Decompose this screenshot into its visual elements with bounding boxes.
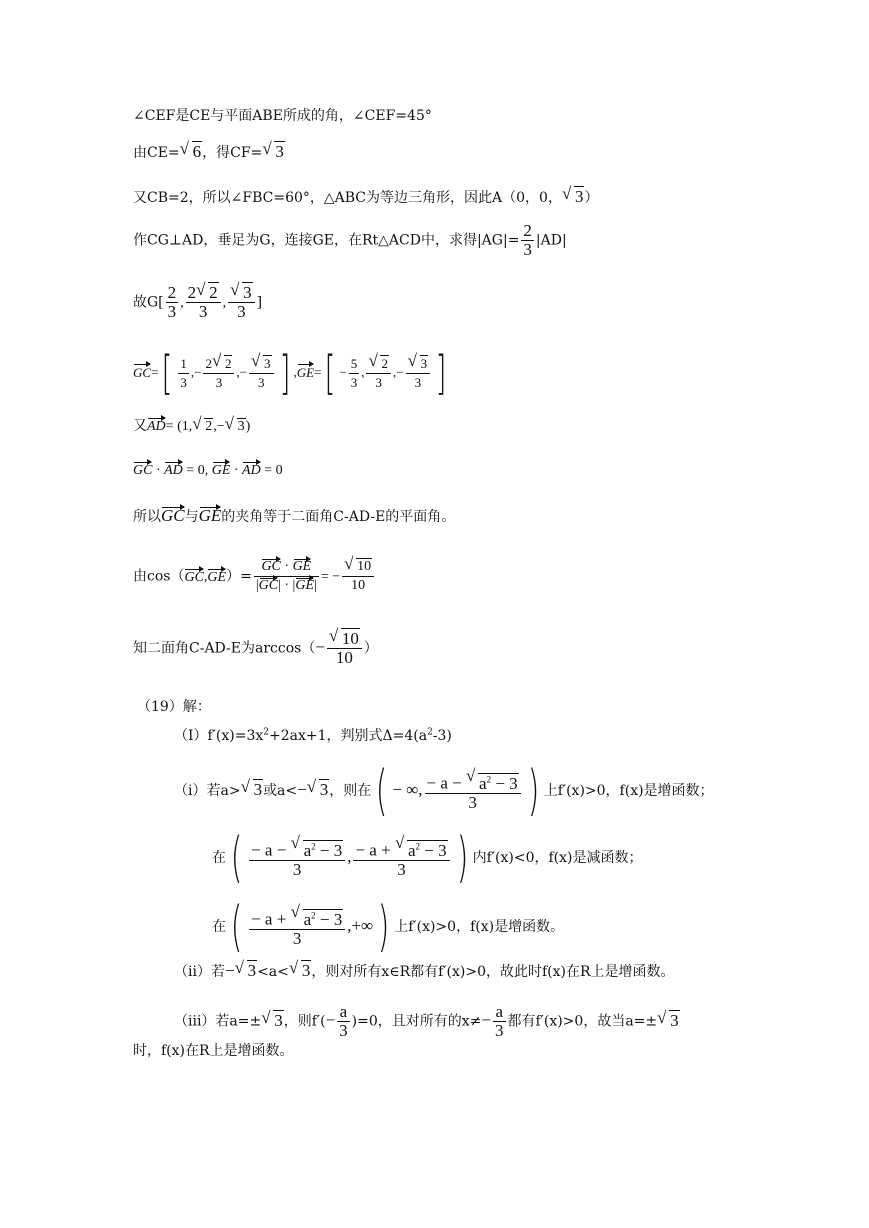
text: ，则在	[329, 783, 372, 799]
sqrt	[307, 780, 330, 800]
radicand: 3	[264, 355, 271, 371]
sqrt	[368, 355, 389, 373]
text: 在	[212, 919, 226, 935]
numerator: − a + √ $a^2 - 3$	[353, 837, 449, 860]
fraction	[186, 284, 221, 321]
radicand: 3	[253, 780, 263, 799]
paren-left: (	[375, 759, 388, 822]
line-vectors-gc-ge: GC=[ $\frac{1}{3}$ ,− $\frac{2√ 2}{3}$ ,− √ $\frac{3}{3}$ ] ,GE=[ − $\frac{5}{3}$ , √ $\frac{2}{3}$ ,− √ $\frac{3}{3}$ ]	[133, 350, 450, 396]
fraction	[249, 906, 345, 948]
numerator	[249, 355, 274, 373]
numerator	[366, 355, 391, 373]
bracket-right: ]	[435, 346, 447, 400]
sqrt	[212, 355, 233, 373]
radicand: 3	[574, 187, 584, 206]
denominator: |GC| · |GE|	[255, 578, 317, 593]
line-case-i-decreasing: 在( $\frac{- a - √ a^2 - 3}{3}$ , $\frac{- a + √ a^2 - 3}{3}$ ) 内f′(x)<0，f(x)是减函数；	[212, 831, 642, 885]
radicand: 2	[209, 283, 218, 302]
line-case-iii: （iii）若a=±√ 3，则f′(− $\frac{a}{3}$ )=0，且对所有的x≠− $\frac{a}{3}$ 都有f′(x)>0，故当a=±√ 3	[174, 1003, 680, 1040]
text: 作CG⊥AD，垂足为G，连接GE，在Rt△ACD中，求得|AG|=	[133, 232, 520, 249]
text: （i）若a>	[174, 783, 241, 799]
vector-gc: GC	[184, 568, 203, 588]
radicand: 10	[357, 559, 372, 574]
text: 知二面角C-AD-E为arccos（	[133, 640, 316, 657]
line-dihedral-statement	[133, 506, 455, 527]
paren-left: (	[230, 895, 243, 958]
fraction	[349, 355, 360, 392]
coef: 2	[187, 283, 197, 302]
denominator: 10	[342, 576, 374, 595]
text: （iii）若a=±	[174, 1013, 262, 1030]
radicand: 10	[341, 629, 359, 648]
radicand: 2	[224, 355, 232, 371]
denominator: 3	[495, 1021, 504, 1040]
fraction	[366, 355, 391, 392]
radicand: 3	[319, 780, 329, 799]
radicand: 3	[247, 961, 257, 980]
vector-ge: GE	[198, 506, 222, 525]
bracket-left: [	[161, 346, 173, 400]
radicand: 3	[274, 1010, 283, 1030]
radicand: 3	[301, 961, 311, 980]
text: − ∞	[392, 780, 419, 799]
text: 故G[	[133, 294, 164, 311]
sqrt	[225, 417, 246, 437]
line-case-i: （i）若a>√ 3或a<−√ 3，则在( − ∞, $\frac{- a - √ a^2 - 3}{3}$ ) 上f′(x)>0，f(x)是增函数；	[174, 764, 714, 818]
line-derivative: $(Ⅰ)f'(x)=3x^2+2ax+1$，判别式$\Delta=4(a^2-3)$	[174, 727, 452, 744]
line-case-i-increasing: 在( $\frac{- a + √ a^2 - 3}{3}$ ,+∞) 上f′(x)>0，f(x)是增函数。	[212, 900, 564, 954]
denominator: 3	[249, 373, 274, 392]
radicand: 6	[192, 142, 202, 161]
heading-question-19: （19）解：	[137, 699, 211, 715]
numerator: − a − √ $a^2 - 3$	[249, 837, 345, 860]
sqrt	[408, 355, 429, 373]
numerator	[186, 284, 221, 302]
vector-ge: GE	[295, 578, 315, 593]
fraction	[406, 355, 431, 392]
numerator: − a − √ $a^2 - 3$	[425, 770, 521, 793]
coef: 2	[205, 355, 212, 371]
sqrt	[235, 961, 258, 981]
sqrt	[329, 630, 360, 648]
radicand: $a^2 - 3$	[303, 909, 343, 929]
comma: ,	[222, 295, 227, 311]
fraction	[249, 837, 345, 879]
line-conclusion: 时，f(x)在R上是增函数。	[133, 1043, 294, 1059]
denominator: 10	[327, 648, 362, 667]
text: +∞	[351, 916, 374, 935]
sqrt	[289, 961, 312, 981]
vector-gc: GC	[133, 461, 152, 481]
denominator: 3	[249, 860, 345, 879]
fraction	[327, 630, 362, 667]
text: 又CB=2，所以∠FBC=60°，△ABC为等边三角形，因此A（0，0，	[133, 190, 562, 206]
radicand: 3	[420, 355, 428, 371]
equals: =	[151, 364, 159, 380]
radicand: 3	[670, 1010, 679, 1030]
denominator: 3	[339, 1021, 348, 1040]
sqrt	[241, 780, 264, 800]
radicand: $a^2 - 3$	[303, 840, 343, 860]
numerator	[406, 355, 431, 373]
radicand: 2	[381, 355, 388, 371]
text: 在	[212, 850, 226, 866]
sqrt	[192, 417, 213, 437]
vector-gc: GC	[133, 363, 151, 383]
text: )=0，且对所有的x≠	[351, 1013, 482, 1030]
fraction	[228, 284, 255, 321]
paren-right: )	[377, 895, 390, 958]
fraction	[337, 1003, 350, 1040]
denominator: 3	[353, 860, 449, 879]
vector-ge: GE	[292, 559, 312, 574]
numerator	[228, 284, 255, 302]
bracket-left: [	[325, 346, 336, 400]
text: （ii）若	[174, 964, 225, 980]
line-point-g	[133, 284, 262, 321]
text: 上f′(x)>0，f(x)是增函数。	[394, 919, 565, 935]
line-ce-cf	[133, 142, 285, 163]
sqrt	[261, 1011, 284, 1031]
numerator: − a + √ $a^2 - 3$	[249, 906, 345, 929]
vector-ge: GE	[212, 461, 231, 481]
paren-right: )	[456, 826, 468, 889]
line-arccos: 知二面角C-AD-E为arccos（− √ $\frac{10}{10}$ ）	[133, 630, 378, 667]
sqrt	[251, 355, 272, 373]
denominator: 3	[180, 374, 187, 390]
sqrt	[466, 770, 519, 793]
radicand: $a^2 - 3$	[479, 773, 518, 793]
text: 或a<	[263, 783, 298, 799]
fraction	[254, 558, 319, 595]
numerator	[327, 630, 362, 648]
text: 由cos（	[133, 568, 185, 585]
numerator: GC · GE	[261, 559, 312, 574]
vector-gc: GC	[161, 506, 185, 525]
numerator	[203, 355, 234, 373]
radicand: 2	[205, 419, 213, 434]
vector-gc: GC	[261, 559, 281, 574]
fraction	[353, 837, 449, 879]
numerator: 1	[180, 355, 187, 371]
denominator: 3	[366, 373, 391, 392]
denominator: 3	[167, 302, 177, 321]
text: ，则对所有x∈R都有f′(x)>0，故此时f(x)在R上是增函数。	[311, 964, 675, 980]
numerator: a	[495, 1002, 504, 1021]
denominator: 3	[249, 929, 345, 948]
sqrt	[262, 142, 285, 162]
text: )	[245, 419, 251, 434]
sqrt	[657, 1011, 680, 1031]
line-point-a	[133, 187, 598, 208]
text: ]	[256, 294, 263, 311]
numerator: 2	[523, 221, 532, 240]
vector-ad: AD	[147, 417, 166, 437]
fraction	[203, 355, 234, 392]
vector-ge: GE	[207, 568, 226, 588]
radicand: 3	[275, 142, 284, 161]
denominator: 3	[228, 302, 255, 321]
line-cos: 由cos（GC,GE）= $\frac{GC \cdot GE}{|GC| \cdot |GE|}$ = − √ $\frac{10}{10}$	[133, 558, 376, 595]
radicand: 3	[243, 283, 252, 302]
paren-left: (	[230, 826, 243, 889]
sqrt	[562, 187, 585, 207]
sqrt	[230, 284, 253, 302]
vector-ad: AD	[164, 461, 183, 481]
text: 由CE=	[133, 145, 180, 161]
line-cg-ad	[133, 222, 567, 259]
line-dot-products: GC · AD = 0, GE · AD = 0	[133, 460, 283, 481]
text: 所以	[133, 509, 161, 525]
sqrt	[180, 142, 203, 162]
fraction	[493, 1003, 506, 1040]
paren-right: )	[527, 759, 539, 822]
text: 都有f′(x)>0，故当a=±	[507, 1013, 658, 1030]
numerator: 5	[350, 355, 358, 371]
denominator: 3	[523, 240, 532, 259]
denominator: 3	[203, 373, 234, 392]
fraction	[178, 355, 189, 392]
text: = (1,	[165, 419, 193, 434]
sqrt	[344, 558, 372, 576]
line-cef-angle: ∠CEF是CE与平面ABE所成的角，∠CEF=45°	[133, 108, 432, 124]
text: ）=	[226, 568, 252, 585]
text: 的夹角等于二面角C-AD-E的平面角。	[221, 509, 456, 525]
fraction	[425, 770, 521, 812]
equals: =	[314, 364, 322, 380]
sqrt	[395, 837, 448, 860]
text: 又	[133, 418, 147, 434]
text: 内f′(x)<0，f(x)是减函数；	[472, 850, 643, 866]
denominator: 3	[406, 373, 431, 392]
fraction	[521, 222, 534, 259]
line-case-ii: （ii）若−√ 3<a<√ 3，则对所有x∈R都有f′(x)>0，故此时f(x)在R上是增函数。	[174, 961, 675, 982]
radicand: $a^2 - 3$	[407, 840, 447, 860]
fraction	[166, 284, 179, 321]
bracket-right: ]	[279, 346, 290, 400]
comma: ,	[180, 295, 184, 311]
denominator: 3	[425, 793, 521, 812]
line-vector-ad: 又AD= (1,√ 2,−√ 3)	[133, 416, 250, 437]
numerator: 2	[167, 283, 177, 302]
radicand: 3	[237, 419, 245, 434]
text: 上f′(x)>0，f(x)是增函数；	[543, 783, 714, 799]
vector-ad: AD	[242, 461, 261, 481]
fraction	[342, 558, 374, 595]
text: ，则f′(	[283, 1013, 326, 1030]
text: 与	[184, 509, 199, 525]
denominator: 3	[350, 374, 358, 390]
vector-gc: GC	[258, 578, 279, 593]
sqrt	[196, 284, 219, 302]
sqrt	[291, 906, 344, 929]
text: ）	[363, 640, 378, 657]
text: <a<	[257, 964, 289, 980]
denominator: 3	[186, 302, 221, 321]
text: |AD|	[535, 232, 567, 249]
text: ，得CF=	[202, 145, 263, 161]
text: ）	[584, 190, 599, 206]
sqrt	[291, 837, 344, 860]
vector-ge: GE	[297, 363, 314, 383]
fraction	[249, 355, 274, 392]
numerator	[342, 558, 374, 576]
numerator: a	[339, 1002, 348, 1021]
